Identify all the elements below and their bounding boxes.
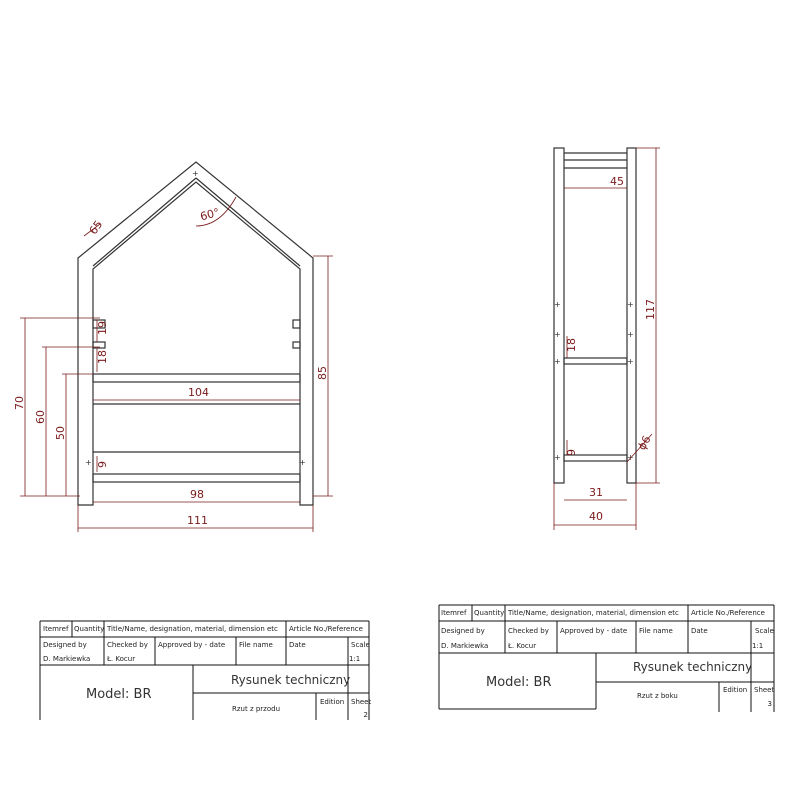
side-block bbox=[293, 342, 300, 348]
tb-edition-label: Edition bbox=[723, 686, 748, 694]
dim-d18: 18 bbox=[565, 338, 578, 352]
dim-board18: 18 bbox=[96, 350, 109, 364]
dim-d117: 117 bbox=[644, 299, 657, 320]
dim-d31: 31 bbox=[589, 486, 603, 499]
tb-title-header: Title/Name, designation, material, dimension etc bbox=[508, 609, 679, 617]
tb-itemref: Itemref bbox=[441, 609, 467, 617]
tb-checked-by-label: Checked by bbox=[107, 641, 148, 649]
dim-d9: 9 bbox=[565, 449, 578, 456]
front-view bbox=[13, 162, 333, 532]
tb-designed-by-label: Designed by bbox=[43, 641, 87, 649]
tb-designed-by-label: Designed by bbox=[441, 627, 485, 635]
roof-right-inner bbox=[196, 178, 300, 266]
dim-d45: 45 bbox=[610, 175, 624, 188]
tb-file-name-label: File name bbox=[239, 641, 273, 649]
front-bottom-rail bbox=[93, 474, 300, 482]
screw-mark: + bbox=[299, 458, 306, 467]
tb-sheet: 2 bbox=[363, 711, 368, 719]
tb-model: Model: BR bbox=[86, 687, 152, 702]
side-right-post bbox=[627, 148, 636, 483]
tb-scale-label: Scale bbox=[351, 641, 370, 649]
dim-board9: 9 bbox=[96, 461, 109, 468]
tb-article-header: Article No./Reference bbox=[289, 625, 363, 633]
tb-itemref: Itemref bbox=[43, 625, 69, 633]
tb-scale-label: Scale bbox=[755, 627, 774, 635]
dim-h70: 70 bbox=[13, 396, 26, 410]
tb-file-name-label: File name bbox=[639, 627, 673, 635]
tb-sheet-label: Sheet bbox=[754, 686, 775, 694]
front-frame-outer bbox=[78, 162, 313, 505]
tb-edition-label: Edition bbox=[320, 698, 345, 706]
screw-mark: + bbox=[554, 300, 561, 309]
screw-mark: + bbox=[85, 458, 92, 467]
dim-angle: 60° bbox=[198, 205, 221, 224]
tb-quantity: Quantity bbox=[474, 609, 505, 617]
tb-scale: 1:1 bbox=[752, 642, 764, 650]
tb-date-label: Date bbox=[691, 627, 708, 635]
dim-phi6: ϕ6 bbox=[635, 433, 654, 453]
roof-left-inner bbox=[93, 178, 196, 266]
side-left-post bbox=[554, 148, 564, 483]
front-upper-rail bbox=[93, 374, 300, 382]
screw-mark: + bbox=[192, 169, 199, 178]
side-block bbox=[293, 320, 300, 328]
dim-roof-board: 65 bbox=[86, 218, 106, 237]
tb-checked-by: Ł. Kocur bbox=[508, 642, 537, 650]
tb-drawing-title: Rysunek techniczny bbox=[633, 660, 753, 674]
title-block-side bbox=[439, 605, 774, 712]
tb-view-name: Rzut z boku bbox=[637, 692, 678, 700]
dim-width111: 111 bbox=[187, 514, 208, 527]
title-block-front bbox=[40, 621, 371, 720]
dim-width104: 104 bbox=[188, 386, 209, 399]
tb-checked-by-label: Checked by bbox=[508, 627, 549, 635]
screw-mark: + bbox=[627, 453, 634, 462]
tb-sheet-label: Sheet bbox=[351, 698, 372, 706]
dim-width98: 98 bbox=[190, 488, 204, 501]
tb-drawing-title: Rysunek techniczny bbox=[231, 673, 351, 687]
screw-mark: + bbox=[627, 300, 634, 309]
screw-mark: + bbox=[554, 330, 561, 339]
tb-article-header: Article No./Reference bbox=[691, 609, 765, 617]
tb-approved-label: Approved by - date bbox=[560, 627, 628, 635]
side-view bbox=[554, 148, 660, 530]
tb-sheet: 3 bbox=[767, 700, 772, 708]
screw-mark: + bbox=[554, 453, 561, 462]
screw-mark: + bbox=[627, 330, 634, 339]
side-mid-shelf bbox=[564, 358, 627, 364]
tb-designed-by: D. Markiewka bbox=[43, 655, 91, 663]
tb-approved-label: Approved by - date bbox=[158, 641, 226, 649]
dim-height85: 85 bbox=[316, 366, 329, 380]
dim-h50: 50 bbox=[54, 426, 67, 440]
screw-mark: + bbox=[554, 357, 561, 366]
tb-view-name: Rzut z przodu bbox=[232, 705, 281, 713]
tb-title-header: Title/Name, designation, material, dimension etc bbox=[107, 625, 278, 633]
tb-designed-by: D. Markiewka bbox=[441, 642, 489, 650]
dim-board19: 19 bbox=[96, 321, 109, 335]
tb-scale: 1:1 bbox=[349, 655, 361, 663]
tb-model: Model: BR bbox=[486, 675, 552, 690]
tb-quantity: Quantity bbox=[74, 625, 105, 633]
dim-h60: 60 bbox=[34, 410, 47, 424]
tb-date-label: Date bbox=[289, 641, 306, 649]
tb-checked-by: Ł. Kocur bbox=[107, 655, 136, 663]
screw-mark: + bbox=[627, 357, 634, 366]
dim-d40: 40 bbox=[589, 510, 603, 523]
